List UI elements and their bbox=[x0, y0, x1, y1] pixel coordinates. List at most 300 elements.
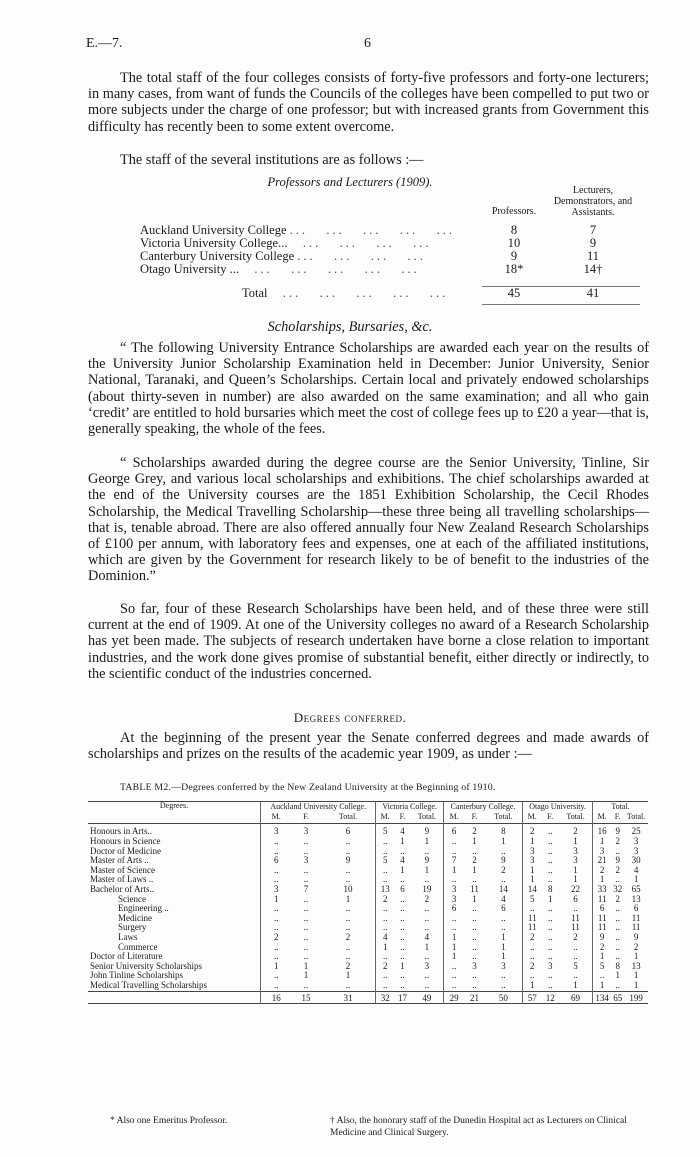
degree-count-cell: .. bbox=[261, 875, 292, 885]
degree-count-cell: .. bbox=[376, 914, 394, 924]
degree-count-cell: 5 bbox=[573, 960, 578, 971]
degree-row bbox=[88, 943, 648, 953]
staff-college-name: Victoria University College... bbox=[140, 236, 288, 250]
degree-count-cell: 11 bbox=[571, 912, 580, 923]
subheader-female: F. bbox=[303, 812, 309, 822]
degree-count-cell: .. bbox=[547, 912, 553, 923]
degree-count-cell: .. bbox=[345, 836, 351, 846]
staff-total-row: Total ... ... ... ... ... 45 41 bbox=[138, 286, 640, 300]
degree-count-cell: 3 bbox=[573, 845, 578, 856]
degree-count-cell: .. bbox=[472, 874, 477, 885]
degree-count-cell: .. bbox=[472, 931, 477, 942]
degree-count-cell: .. bbox=[573, 951, 578, 962]
degree-count-cell: 6 bbox=[633, 903, 639, 914]
degree-count-cell: .. bbox=[400, 922, 405, 933]
degree-count-cell: .. bbox=[261, 981, 292, 991]
degree-count-cell: 1 bbox=[443, 933, 464, 943]
degree-count-cell: 1 bbox=[501, 931, 506, 942]
degree-count-cell: .. bbox=[443, 962, 464, 972]
degree-count-cell: .. bbox=[345, 979, 351, 990]
degree-count-cell: .. bbox=[261, 923, 292, 933]
subheader-female: F. bbox=[399, 812, 406, 822]
degree-count-cell: .. bbox=[443, 847, 464, 857]
degree-count-cell: 4 bbox=[376, 933, 394, 943]
subheader-female: F. bbox=[547, 812, 554, 822]
subheader-total: Total. bbox=[566, 812, 585, 822]
degree-count-cell: 2 bbox=[345, 931, 351, 942]
degree-count-cell: 3 bbox=[633, 836, 639, 846]
degree-count-cell: .. bbox=[547, 922, 553, 933]
degree-count-cell: 8 bbox=[547, 883, 553, 894]
degree-row bbox=[88, 856, 648, 866]
degree-count-cell: .. bbox=[472, 970, 477, 981]
degree-count-cell: .. bbox=[303, 903, 309, 914]
degree-count-cell: 1 bbox=[472, 836, 477, 846]
degree-count-cell: 65 bbox=[631, 883, 641, 894]
staff-prof-count: 8 bbox=[510, 223, 518, 237]
degree-count-cell: 1 bbox=[261, 962, 292, 972]
degree-count-cell: .. bbox=[303, 845, 309, 856]
degree-row bbox=[88, 981, 648, 991]
degree-count-cell: 1 bbox=[424, 864, 430, 875]
degree-count-cell: 14 bbox=[498, 883, 508, 894]
staff-lect-count: 11 bbox=[586, 249, 600, 263]
staff-college-name: Auckland University College bbox=[140, 223, 287, 237]
subheader-male: M. bbox=[376, 812, 394, 823]
degree-row bbox=[88, 866, 648, 876]
degree-count-cell: 2 bbox=[523, 962, 542, 972]
staff-total-label: Total bbox=[242, 285, 268, 300]
degree-count-cell: 1 bbox=[523, 875, 542, 885]
degree-label: Doctor of Medicine bbox=[90, 845, 161, 856]
group-otago: Otago University. bbox=[523, 802, 593, 813]
degree-count-cell: 2 bbox=[593, 866, 612, 876]
staff-row: Victoria University College... ... ... ... ... 10 9 bbox=[138, 237, 640, 250]
degree-count-cell: 1 bbox=[443, 866, 464, 876]
degree-count-cell: .. bbox=[303, 951, 309, 962]
total-count-cell: 49 bbox=[422, 992, 432, 1003]
degree-count-cell: 9 bbox=[593, 933, 612, 943]
degree-label: Bachelor of Arts.. bbox=[90, 883, 154, 894]
degree-row bbox=[88, 933, 648, 943]
degree-count-cell: 7 bbox=[443, 856, 464, 866]
degree-count-cell: 1 bbox=[400, 864, 405, 875]
degree-row bbox=[88, 914, 648, 924]
degree-count-cell: .. bbox=[615, 951, 620, 962]
degree-count-cell: .. bbox=[523, 971, 542, 981]
degree-count-cell: 1 bbox=[424, 941, 430, 952]
degree-count-cell: .. bbox=[615, 922, 620, 933]
degree-label: Doctor of Literature bbox=[90, 951, 163, 962]
degree-count-cell: .. bbox=[261, 914, 292, 924]
degree-count-cell: .. bbox=[547, 855, 553, 866]
degree-row bbox=[88, 895, 648, 905]
degree-count-cell: 2 bbox=[593, 943, 612, 953]
degree-count-cell: 1 bbox=[615, 970, 620, 981]
degree-count-cell: .. bbox=[547, 826, 553, 837]
degree-count-cell: .. bbox=[501, 970, 506, 981]
degree-count-cell: 3 bbox=[633, 845, 639, 856]
staff-table bbox=[138, 185, 640, 305]
staff-row: Auckland University College ... ... ... ... ... 8 7 bbox=[138, 224, 640, 237]
degree-count-cell: 11 bbox=[523, 923, 542, 933]
degree-count-cell: 14 bbox=[523, 885, 542, 895]
degree-count-cell: 2 bbox=[261, 933, 292, 943]
degree-count-cell: 5 bbox=[376, 856, 394, 866]
degree-count-cell: .. bbox=[345, 912, 351, 923]
degree-count-cell: .. bbox=[345, 941, 351, 952]
degree-count-cell: 2 bbox=[633, 941, 639, 952]
degree-count-cell: 13 bbox=[376, 885, 394, 895]
degree-count-cell: .. bbox=[547, 941, 553, 952]
degree-count-cell: 9 bbox=[424, 855, 430, 866]
degree-count-cell: 1 bbox=[345, 893, 351, 904]
degree-count-cell: 1 bbox=[443, 952, 464, 962]
group-auckland: Auckland University College. bbox=[261, 802, 376, 813]
degree-count-cell: 7 bbox=[303, 883, 309, 894]
subheader-male: M. bbox=[523, 812, 542, 823]
paragraph-degrees-intro: At the beginning of the present year the Senate conferred degrees and made awards of scholarships and prizes on the results of the academic year 1909, as under :— bbox=[88, 730, 649, 763]
degree-count-cell: .. bbox=[573, 903, 578, 914]
degree-count-cell: 5 bbox=[376, 823, 394, 837]
degree-count-cell: .. bbox=[523, 952, 542, 962]
degree-count-cell: 1 bbox=[547, 893, 553, 904]
degree-count-cell: .. bbox=[376, 847, 394, 857]
staff-college-name: Canterbury University College bbox=[140, 249, 295, 263]
degree-count-cell: .. bbox=[376, 923, 394, 933]
footnote-emeritus: * Also one Emeritus Professor. bbox=[110, 1116, 228, 1126]
degree-count-cell: 3 bbox=[547, 960, 553, 971]
degree-count-cell: 3 bbox=[523, 847, 542, 857]
degree-count-cell: .. bbox=[547, 864, 553, 875]
degree-count-cell: .. bbox=[472, 845, 477, 856]
subheader-female: F. bbox=[471, 812, 478, 822]
degree-label: Science bbox=[118, 893, 146, 904]
degree-count-cell: 1 bbox=[261, 895, 292, 905]
degree-row bbox=[88, 875, 648, 885]
degree-count-cell: 2 bbox=[376, 895, 394, 905]
degree-count-cell: 1 bbox=[593, 981, 612, 991]
degree-count-cell: .. bbox=[303, 931, 309, 942]
degree-count-cell: 13 bbox=[631, 960, 641, 971]
degree-count-cell: .. bbox=[615, 931, 620, 942]
total-count-cell: 16 bbox=[261, 991, 292, 1004]
degree-label: Honours in Arts.. bbox=[90, 826, 153, 837]
group-total: Total. bbox=[593, 802, 648, 813]
degree-count-cell: .. bbox=[376, 875, 394, 885]
degree-count-cell: 1 bbox=[633, 979, 639, 990]
degree-count-cell: .. bbox=[547, 836, 553, 846]
degree-count-cell: 1 bbox=[573, 874, 578, 885]
degree-count-cell: .. bbox=[443, 837, 464, 847]
degree-count-cell: .. bbox=[303, 893, 309, 904]
degree-count-cell: .. bbox=[303, 941, 309, 952]
staff-table-caption: Professors and Lecturers (1909). bbox=[267, 175, 433, 189]
degree-count-cell: 1 bbox=[593, 952, 612, 962]
degree-count-cell: .. bbox=[303, 836, 309, 846]
degree-count-cell: 2 bbox=[523, 823, 542, 837]
degree-count-cell: 5 bbox=[523, 895, 542, 905]
degree-count-cell: 2 bbox=[615, 836, 620, 846]
totals-label-cell bbox=[88, 991, 261, 1004]
degree-count-cell: 3 bbox=[303, 826, 309, 837]
degree-count-cell: 10 bbox=[343, 883, 353, 894]
degree-count-cell: .. bbox=[523, 943, 542, 953]
staff-prof-count: 18* bbox=[504, 262, 524, 276]
degree-count-cell: 1 bbox=[593, 875, 612, 885]
staff-lect-count: 14† bbox=[583, 262, 603, 276]
degree-count-cell: 1 bbox=[573, 979, 578, 990]
degree-count-cell: .. bbox=[400, 845, 405, 856]
degree-count-cell: 3 bbox=[593, 847, 612, 857]
degree-count-cell: .. bbox=[501, 922, 506, 933]
degree-count-cell: .. bbox=[443, 875, 464, 885]
staff-total-lect: 41 bbox=[586, 285, 600, 300]
degree-count-cell: .. bbox=[400, 874, 405, 885]
degree-row bbox=[88, 923, 648, 933]
degree-label: Master of Laws .. bbox=[90, 874, 154, 885]
staff-prof-count: 10 bbox=[507, 236, 521, 250]
degree-count-cell: 3 bbox=[443, 895, 464, 905]
paragraph-staff-follows: The staff of the several institutions are as follows :— bbox=[120, 152, 424, 168]
degree-count-cell: 3 bbox=[303, 855, 309, 866]
degree-count-cell: .. bbox=[261, 952, 292, 962]
degree-count-cell: .. bbox=[400, 970, 405, 981]
degree-count-cell: .. bbox=[345, 922, 351, 933]
degree-count-cell: 9 bbox=[633, 931, 639, 942]
degree-count-cell: .. bbox=[443, 971, 464, 981]
degree-count-cell: 19 bbox=[422, 883, 432, 894]
degrees-heading: Degrees conferred. bbox=[293, 710, 407, 725]
degree-count-cell: 6 bbox=[573, 893, 578, 904]
degree-count-cell: .. bbox=[261, 847, 292, 857]
staff-row: Canterbury University College ... ... ... ... 9 11 bbox=[138, 250, 640, 263]
degree-count-cell: .. bbox=[472, 941, 477, 952]
degree-count-cell: 11 bbox=[631, 912, 641, 923]
degree-count-cell: .. bbox=[472, 903, 477, 914]
subheader-total: Total. bbox=[626, 812, 646, 822]
degree-count-cell: .. bbox=[424, 903, 430, 914]
degree-count-cell: 1 bbox=[593, 837, 612, 847]
degree-count-cell: 1 bbox=[501, 941, 506, 952]
degree-count-cell: .. bbox=[345, 864, 351, 875]
degree-count-cell: 2 bbox=[573, 931, 578, 942]
degree-count-cell: .. bbox=[303, 912, 309, 923]
degree-count-cell: 9 bbox=[345, 855, 351, 866]
degree-count-cell: 6 bbox=[261, 856, 292, 866]
footnote-hospital: † Also, the honorary staff of the Dunedin Hospital act as Lecturers on Clinical Medicine and Clinical Surgery. bbox=[330, 1116, 627, 1138]
degree-count-cell: 1 bbox=[523, 837, 542, 847]
degree-count-cell: 1 bbox=[472, 893, 477, 904]
degree-count-cell: 11 bbox=[571, 922, 580, 933]
total-count-cell: 65 bbox=[613, 992, 623, 1003]
staff-row: Otago University ... ... ... ... ... ... 18* 14† bbox=[138, 263, 640, 276]
degree-count-cell: .. bbox=[424, 845, 430, 856]
degree-count-cell: 3 bbox=[573, 855, 578, 866]
total-count-cell: 57 bbox=[523, 991, 542, 1004]
degree-count-cell: .. bbox=[501, 912, 506, 923]
degree-count-cell: 11 bbox=[593, 923, 612, 933]
degree-count-cell: 2 bbox=[523, 933, 542, 943]
degree-count-cell: 1 bbox=[400, 960, 405, 971]
degree-count-cell: 9 bbox=[615, 855, 620, 866]
degree-count-cell: 4 bbox=[424, 931, 430, 942]
degree-count-cell: .. bbox=[501, 979, 506, 990]
degree-count-cell: 1 bbox=[501, 951, 506, 962]
total-count-cell: 199 bbox=[629, 992, 643, 1003]
degree-count-cell: .. bbox=[424, 912, 430, 923]
degree-label: Master of Arts .. bbox=[90, 855, 149, 866]
degree-count-cell: 1 bbox=[424, 836, 430, 846]
staff-lect-count: 7 bbox=[589, 223, 597, 237]
degree-count-cell: 2 bbox=[472, 855, 477, 866]
degree-count-cell: 11 bbox=[470, 883, 479, 894]
degree-count-cell: 4 bbox=[400, 826, 405, 837]
degree-count-cell: 6 bbox=[593, 904, 612, 914]
degree-count-cell: 6 bbox=[443, 823, 464, 837]
degree-count-cell: 1 bbox=[345, 970, 351, 981]
degree-count-cell: 1 bbox=[573, 836, 578, 846]
degree-count-cell: 6 bbox=[400, 883, 405, 894]
degree-count-cell: 9 bbox=[424, 826, 430, 837]
totals-row bbox=[88, 991, 648, 1004]
degree-count-cell: .. bbox=[547, 951, 553, 962]
degree-count-cell: .. bbox=[615, 903, 620, 914]
degree-row bbox=[88, 885, 648, 895]
degrees-column-header: Degrees. bbox=[159, 801, 189, 810]
degree-count-cell: 8 bbox=[501, 826, 506, 837]
degree-count-cell: 1 bbox=[523, 981, 542, 991]
degree-count-cell: 1 bbox=[303, 970, 309, 981]
degree-count-cell: 11 bbox=[593, 914, 612, 924]
degree-count-cell: .. bbox=[424, 951, 430, 962]
degree-label: Surgery bbox=[118, 922, 147, 933]
degree-count-cell: 2 bbox=[615, 893, 620, 904]
degree-count-cell: 6 bbox=[345, 826, 351, 837]
degree-count-cell: 6 bbox=[501, 903, 506, 914]
total-count-cell: 17 bbox=[397, 992, 407, 1003]
degree-count-cell: .. bbox=[376, 981, 394, 991]
degree-count-cell: 4 bbox=[501, 893, 506, 904]
degree-count-cell: 11 bbox=[631, 922, 641, 933]
degree-count-cell: 11 bbox=[593, 895, 612, 905]
degree-label: Engineering .. bbox=[118, 903, 169, 914]
degree-count-cell: 3 bbox=[424, 960, 430, 971]
degree-count-cell: .. bbox=[261, 904, 292, 914]
subheader-female: F. bbox=[614, 812, 621, 822]
degree-count-cell: 32 bbox=[613, 883, 623, 894]
col-professors: Professors. bbox=[491, 206, 537, 217]
total-count-cell: 50 bbox=[498, 992, 508, 1003]
total-count-cell: 15 bbox=[301, 992, 311, 1003]
degree-count-cell: .. bbox=[400, 903, 405, 914]
degree-count-cell: .. bbox=[345, 874, 351, 885]
degree-label: John Tinline Scholarships bbox=[90, 970, 184, 981]
degree-count-cell: 16 bbox=[593, 823, 612, 837]
degree-count-cell: .. bbox=[424, 922, 430, 933]
degree-count-cell: 1 bbox=[303, 960, 309, 971]
degree-count-cell: .. bbox=[573, 941, 578, 952]
degree-count-cell: .. bbox=[472, 979, 477, 990]
degree-count-cell: .. bbox=[376, 866, 394, 876]
degree-count-cell: 1 bbox=[501, 836, 506, 846]
subheader-male: M. bbox=[443, 812, 464, 823]
total-count-cell: 32 bbox=[376, 991, 394, 1004]
degree-count-cell: .. bbox=[376, 904, 394, 914]
degree-count-cell: .. bbox=[523, 904, 542, 914]
degree-count-cell: .. bbox=[472, 951, 477, 962]
degree-count-cell: .. bbox=[443, 914, 464, 924]
degree-count-cell: 1 bbox=[472, 864, 477, 875]
degree-count-cell: .. bbox=[400, 931, 405, 942]
degree-count-cell: .. bbox=[573, 970, 578, 981]
degree-count-cell: .. bbox=[400, 912, 405, 923]
degree-count-cell: .. bbox=[261, 866, 292, 876]
degree-count-cell: .. bbox=[472, 922, 477, 933]
degree-count-cell: 6 bbox=[443, 904, 464, 914]
degree-count-cell: .. bbox=[547, 874, 553, 885]
total-count-cell: 69 bbox=[571, 992, 581, 1003]
degree-count-cell: 2 bbox=[424, 893, 430, 904]
degree-count-cell: .. bbox=[400, 979, 405, 990]
degree-row bbox=[88, 904, 648, 914]
degree-count-cell: 1 bbox=[633, 970, 639, 981]
degree-count-cell: .. bbox=[443, 981, 464, 991]
degree-count-cell: 2 bbox=[501, 864, 506, 875]
degree-count-cell: .. bbox=[303, 979, 309, 990]
degree-row bbox=[88, 823, 648, 837]
degree-count-cell: .. bbox=[303, 864, 309, 875]
degree-count-cell: 3 bbox=[261, 885, 292, 895]
col-lecturers: Lecturers, Demonstrators, and Assistants. bbox=[553, 185, 633, 218]
staff-prof-count: 9 bbox=[510, 249, 518, 263]
group-canterbury: Canterbury College. bbox=[443, 802, 522, 813]
degree-count-cell: .. bbox=[376, 837, 394, 847]
degree-count-cell: .. bbox=[501, 874, 506, 885]
degree-count-cell: 9 bbox=[501, 855, 506, 866]
degree-count-cell: .. bbox=[400, 951, 405, 962]
scholarships-heading: Scholarships, Bursaries, &c. bbox=[267, 319, 433, 335]
degree-count-cell: .. bbox=[303, 922, 309, 933]
page-number: 6 bbox=[364, 36, 371, 51]
group-victoria: Victoria College. bbox=[376, 802, 443, 813]
degree-label: Master of Science bbox=[90, 864, 155, 875]
degree-count-cell: .. bbox=[400, 893, 405, 904]
degree-count-cell: 11 bbox=[523, 914, 542, 924]
degree-count-cell: 3 bbox=[472, 960, 477, 971]
subheader-male: M. bbox=[593, 812, 612, 823]
degree-count-cell: 3 bbox=[443, 885, 464, 895]
staff-total-prof: 45 bbox=[507, 285, 521, 300]
degree-count-cell: 1 bbox=[573, 864, 578, 875]
degree-count-cell: .. bbox=[615, 912, 620, 923]
total-count-cell: 12 bbox=[545, 992, 555, 1003]
subheader-total: Total. bbox=[417, 812, 437, 822]
degree-count-cell: .. bbox=[424, 874, 430, 885]
degree-count-cell: .. bbox=[615, 874, 620, 885]
table-m2-title: TABLE M2.—Degrees conferred by the New Zealand University at the Beginning of 1910. bbox=[120, 782, 496, 793]
degree-row bbox=[88, 847, 648, 857]
degree-count-cell: .. bbox=[261, 837, 292, 847]
degree-count-cell: .. bbox=[303, 874, 309, 885]
degree-count-cell: .. bbox=[443, 923, 464, 933]
degree-count-cell: .. bbox=[472, 912, 477, 923]
subheader-total: Total. bbox=[494, 812, 513, 822]
degree-count-cell: 9 bbox=[615, 826, 620, 837]
paragraph-degree-scholarships: “ Scholarships awarded during the degree course are the Senior University, Tinline, Sir George Grey, and various local scholarships and exhibitions. The chief scholarships awarded at the end of the University courses are the 1851 Exhibition Scholarship, the Cecil Rhodes Scholarship, the Medical Travelling Scholarship—these three being all travelling scholarships—that is, tenable abroad. There are also offered annually four New Zealand Research Scholarships of £100 per annum, with laboratory fees and expenses, one at each of the affiliated institutions, which are given by the Government for research likely to be of benefit to the industries of the Dominion.” bbox=[88, 455, 649, 585]
degree-count-cell: .. bbox=[345, 845, 351, 856]
degree-row bbox=[88, 837, 648, 847]
